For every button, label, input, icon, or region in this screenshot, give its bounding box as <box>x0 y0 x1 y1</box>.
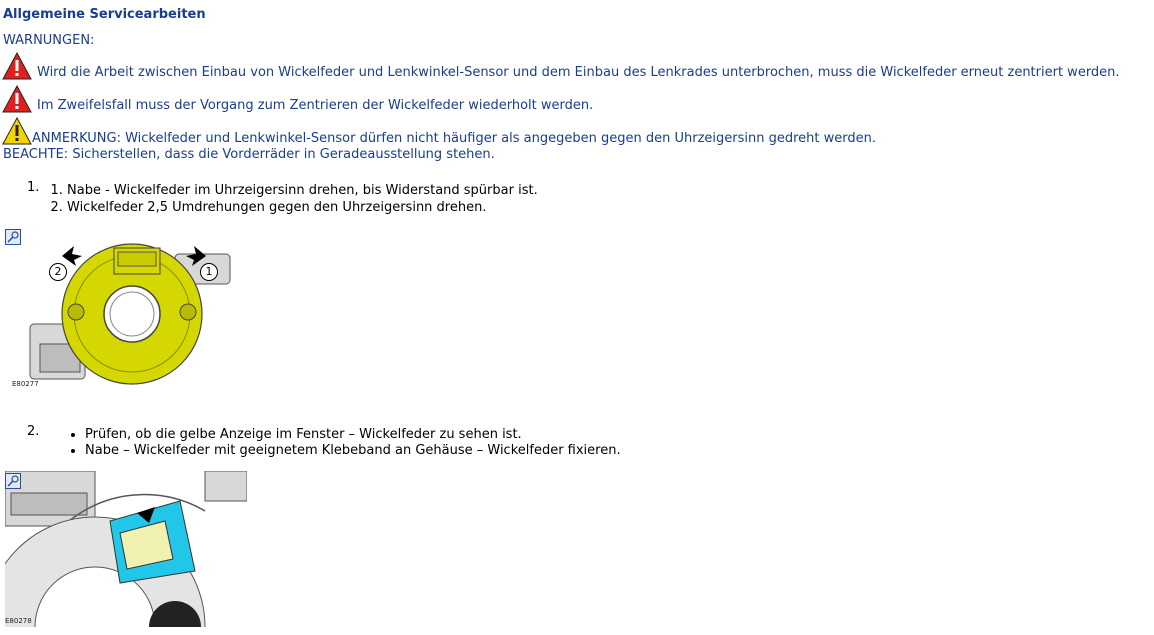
caution-triangle-icon <box>2 117 32 145</box>
step-1-item-2: 2. Wickelfeder 2,5 Umdrehungen gegen den Uhrzeigersinn drehen. <box>67 199 538 216</box>
step-number: 2. <box>27 424 40 439</box>
step-number: 1. <box>27 180 40 195</box>
warnings-heading: WARNUNGEN: <box>3 33 95 48</box>
warning-triangle-icon <box>2 85 32 113</box>
figure-id: E80277 <box>12 380 39 388</box>
step-2-list <box>67 427 621 459</box>
figure-id: E80278 <box>5 617 32 625</box>
warning-text-1: Wird die Arbeit zwischen Einbau von Wickelfeder und Lenkwinkel-Sensor und dem Einbau des Lenkrades unterbrochen, muss die Wickelfeder erneut zentriert werden. <box>37 65 1120 80</box>
zoom-icon[interactable] <box>5 473 21 489</box>
page-title: Allgemeine Servicearbeiten <box>3 7 206 22</box>
step-2-item-2: • Nabe – Wickelfeder mit geeignetem Klebeband an Gehäuse – Wickelfeder fixieren. <box>85 443 621 459</box>
note-text: ANMERKUNG: Wickelfeder und Lenkwinkel-Sensor dürfen nicht häufiger als angegeben gegen den Uhrzeigersinn gedreht werden. <box>32 131 877 146</box>
callout-1: 1 <box>200 263 218 281</box>
warning-text-2: Im Zweifelsfall muss der Vorgang zum Zentrieren der Wickelfeder wiederholt werden. <box>37 98 594 113</box>
callout-2: 2 <box>49 263 67 281</box>
beachte-text: BEACHTE: Sicherstellen, dass die Vorderräder in Geradeausstellung stehen. <box>3 147 495 162</box>
warning-triangle-icon <box>2 52 32 80</box>
step-1-item-1: 1. Nabe - Wickelfeder im Uhrzeigersinn drehen, bis Widerstand spürbar ist. <box>67 182 538 199</box>
clockspring-illustration-e80277 <box>10 234 240 394</box>
clockspring-window-illustration-e80278 <box>5 471 247 627</box>
step-2-item-1: • Prüfen, ob die gelbe Anzeige im Fenster – Wickelfeder zu sehen ist. <box>85 427 621 443</box>
step-1-list <box>47 182 538 216</box>
